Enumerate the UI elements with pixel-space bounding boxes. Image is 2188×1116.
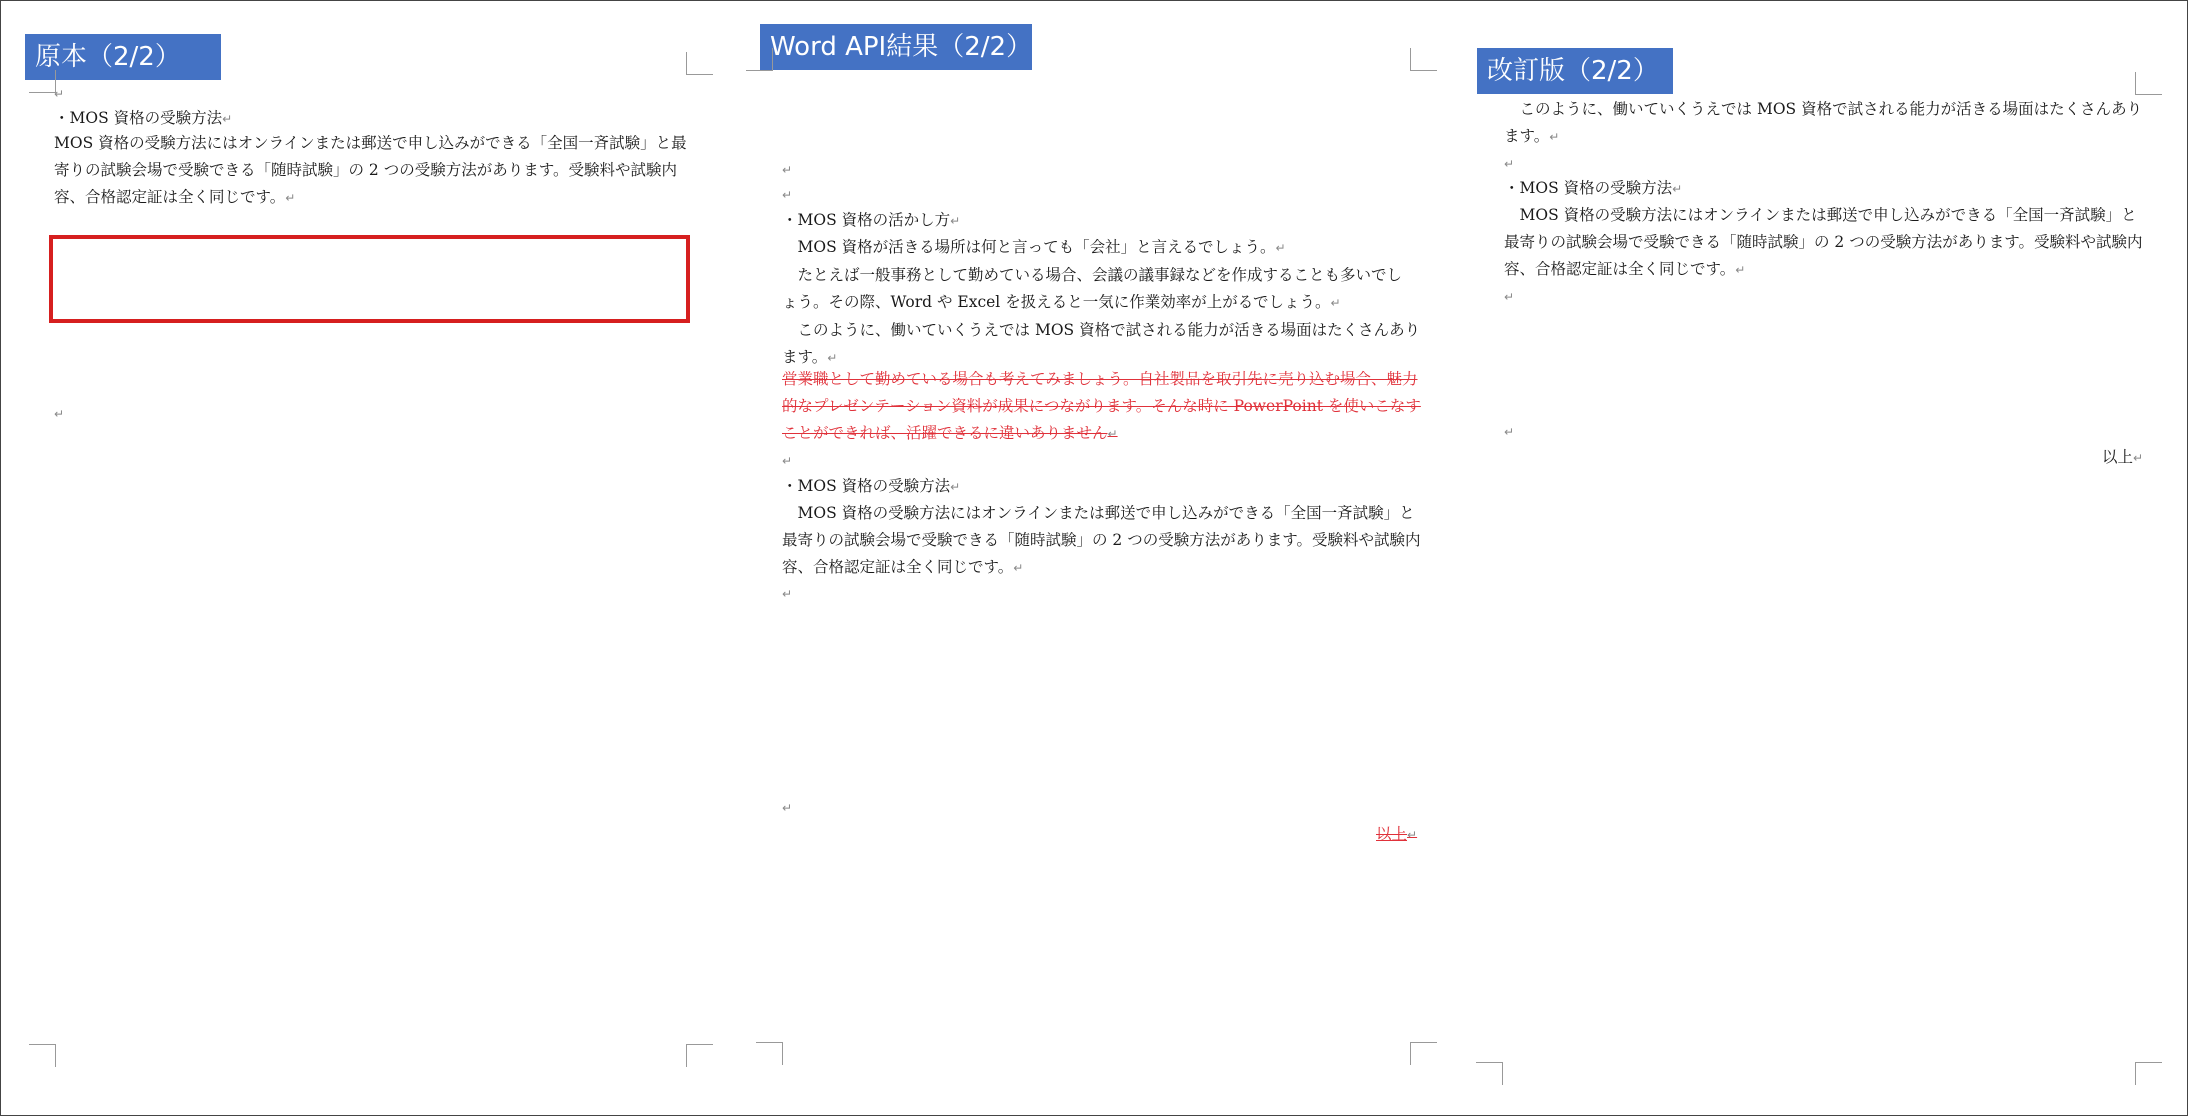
paragraph-mark: ↵ [54, 407, 65, 421]
paragraph-mark-empty: ↵ [782, 801, 793, 815]
paragraph-mark-empty [54, 80, 64, 108]
section-heading: ・MOS 資格の活かし方↵ [782, 211, 961, 229]
paragraph-mark-empty: ↵ [782, 163, 793, 177]
highlight-box [49, 235, 690, 323]
intro-body: このように、働いていくうえでは MOS 資格で試される能力が活きる場面はたくさんあり ます。↵ [1504, 100, 2143, 145]
panel-original [0, 0, 720, 1116]
page-corner-mark [29, 70, 56, 93]
paragraph-mark: ↵ [222, 112, 233, 126]
section-heading: ・MOS 資格の受験方法↵ [54, 109, 233, 127]
paragraph-mark-empty: ↵ [1504, 290, 1515, 304]
section-heading: ・MOS 資格の受験方法↵ [782, 477, 961, 495]
section-body: MOS 資格が活きる場所は何と言っても「会社」と言えるでしょう。↵ たとえば一般事務として勤めている場合、会議の議事録などを作成することも多いでし ょう。その際、Word や Excel を扱えると一気に作業効率が上がるでしょう。↵ このように、働いていくうえでは MOS 資格で試される能力が活きる場面はたくさんあり ます。↵ [782, 238, 1421, 366]
paragraph-mark-empty [54, 400, 64, 428]
page-corner-mark [2135, 1062, 2162, 1085]
closing-text: 以上↵ [2102, 448, 2144, 466]
panel-title: Word API結果（2/2） [760, 24, 1032, 70]
paragraph-mark-empty: ↵ [1504, 425, 1515, 439]
deleted-paragraph: 営業職として勤めている場合も考えてみましょう。自社製品を取引先に売り込む場合、魅力 的なプレゼンテーション資料が成果につながります。そんな時に PowerPoint を使いこなす ことができれば、活躍できるに違いありません↵ [782, 370, 1421, 442]
panel-api-result [740, 0, 1460, 1116]
closing-text: 以上↵ [1376, 825, 1418, 843]
section-heading: ・MOS 資格の受験方法↵ [1504, 179, 1683, 197]
section-body: MOS 資格の受験方法にはオンラインまたは郵送で申し込みができる「全国一斉試験」と 最寄りの試験会場で受験できる「随時試験」の 2 つの受験方法があります。受験料や試験内 容、合格認定証は全く同じです。↵ [1504, 206, 2143, 278]
page-corner-mark [1410, 1042, 1437, 1065]
page-corner-mark [2135, 72, 2162, 95]
paragraph-mark-empty: ↵ [782, 587, 793, 601]
paragraph-mark-empty: ↵ [782, 454, 793, 468]
paragraph-mark: ↵ [54, 87, 65, 101]
paragraph-mark: ↵ [285, 191, 296, 205]
page-corner-mark [1476, 1062, 1503, 1085]
page-corner-mark [686, 1044, 713, 1067]
page-corner-mark [686, 52, 713, 75]
panel-revised [1460, 0, 2188, 1116]
section-body: MOS 資格の受験方法にはオンラインまたは郵送で申し込みができる「全国一斉試験」と 最寄りの試験会場で受験できる「随時試験」の 2 つの受験方法があります。受験料や試験内 容、合格認定証は全く同じです。↵ [782, 504, 1421, 576]
panel-title: 改訂版（2/2） [1477, 48, 1673, 94]
page-corner-mark [1410, 48, 1437, 71]
panel-title: 原本（2/2） [25, 34, 221, 80]
paragraph-mark-empty: ↵ [1504, 157, 1515, 171]
page-corner-mark [756, 1042, 783, 1065]
section-body: MOS 資格の受験方法にはオンラインまたは郵送で申し込みができる「全国一斉試験」と最 寄りの試験会場で受験できる「随時試験」の 2 つの受験方法があります。受験料や試験内 容、合格認定証は全く同じです。↵ [54, 134, 687, 206]
page-corner-mark [29, 1044, 56, 1067]
paragraph-mark-empty: ↵ [782, 188, 793, 202]
page-corner-mark [746, 48, 773, 71]
